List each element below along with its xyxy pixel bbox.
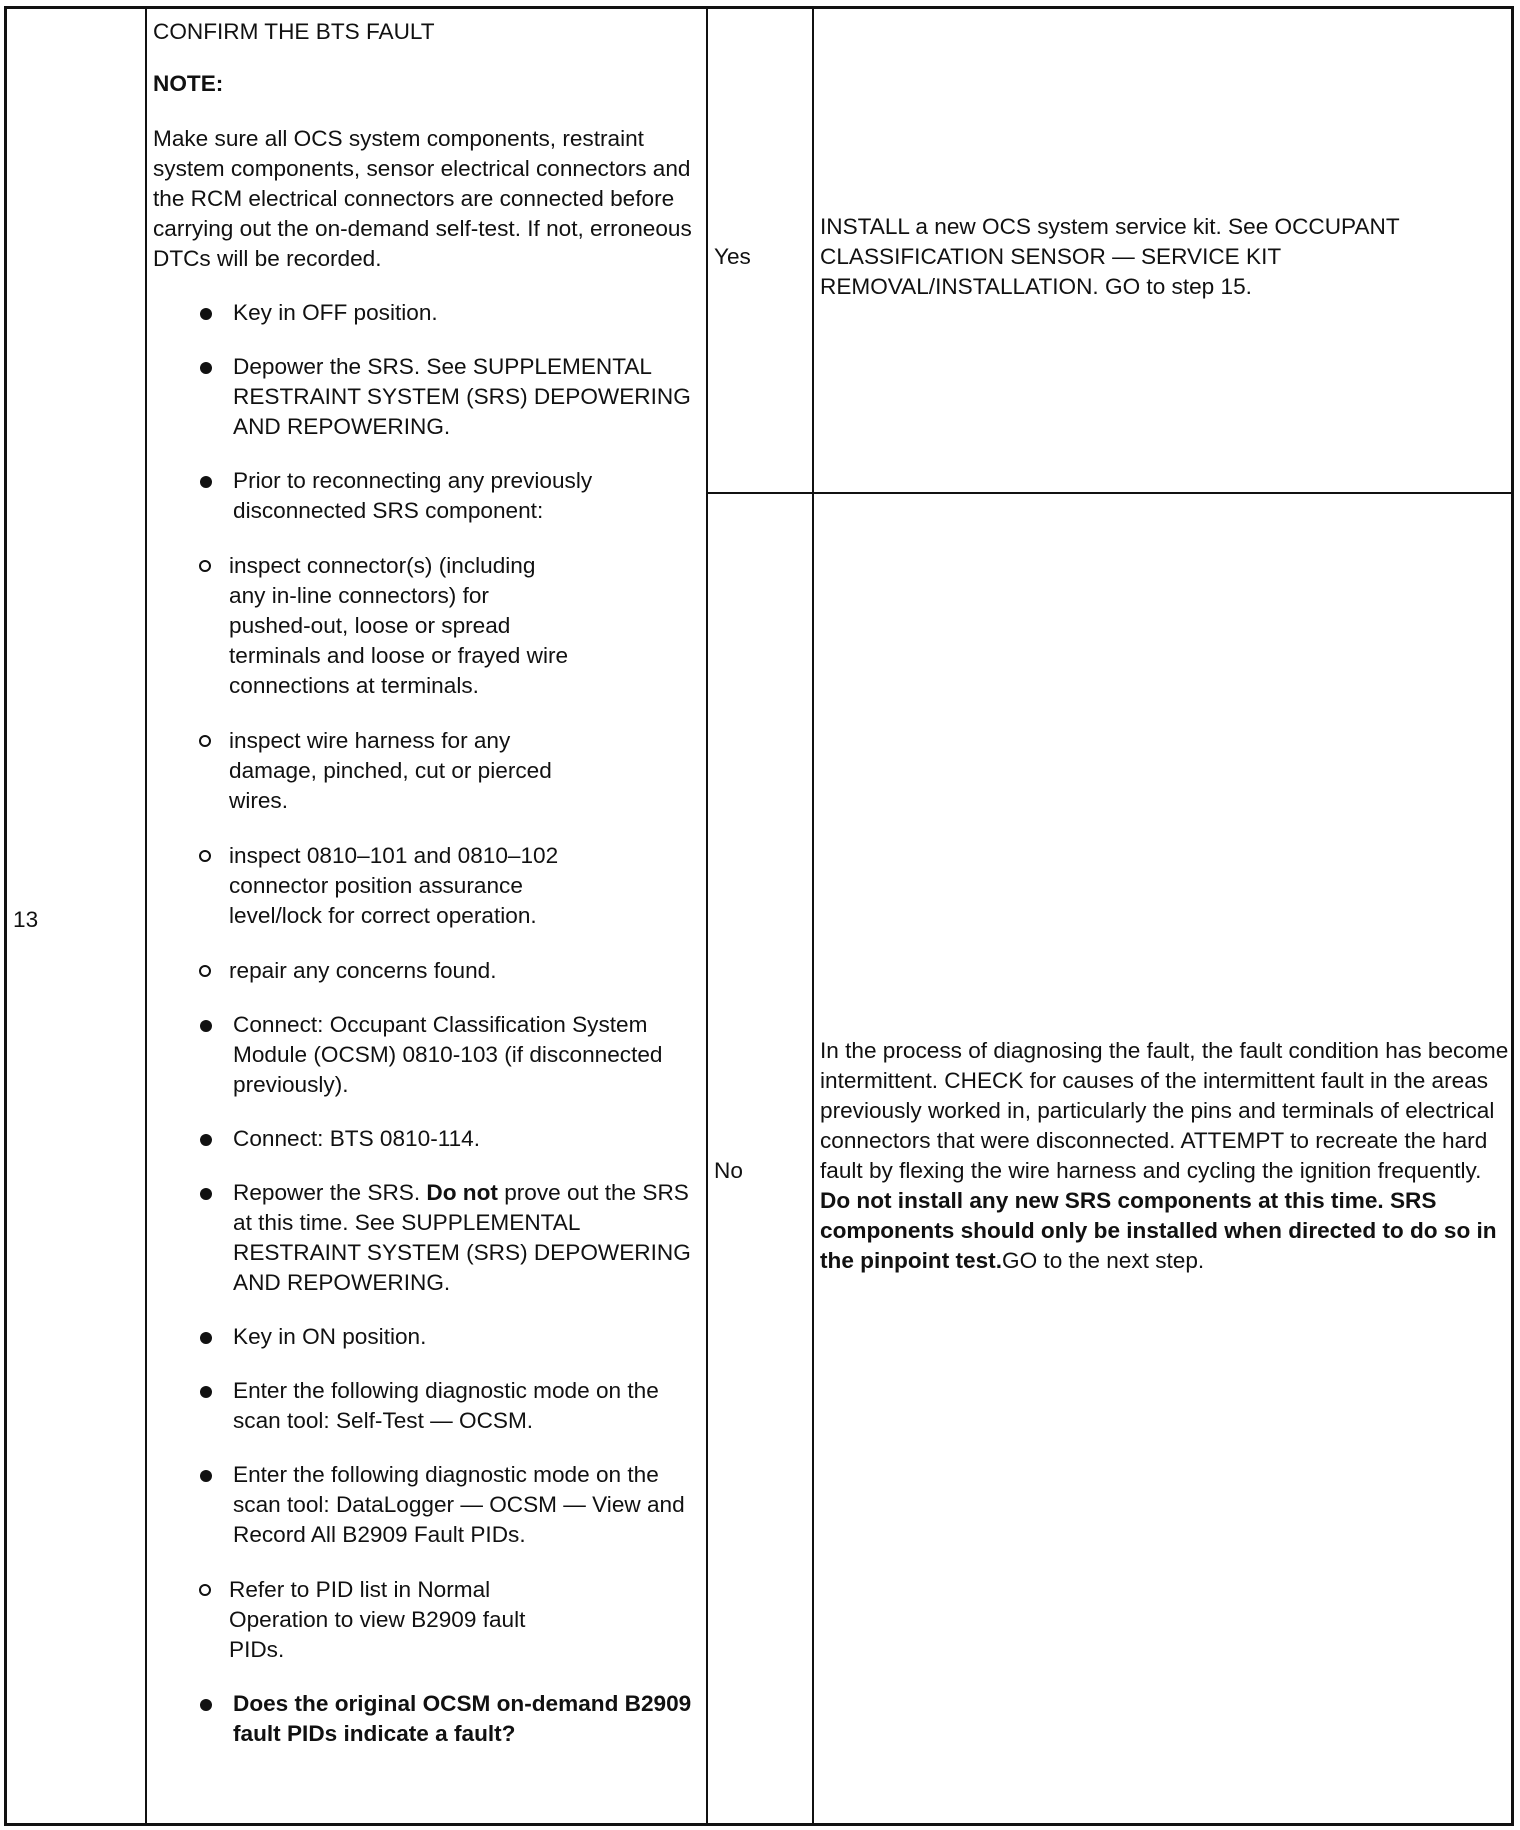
step-number-cell (13, 905, 133, 935)
list-item: Connect: Occupant Classification System Module (OCSM) 0810-103 (if disconnected previously). (153, 1010, 693, 1100)
sub-list-item: inspect connector(s) (including any in-line connectors) for pushed-out, loose or spread terminals and loose or frayed wire connections at terminals. (153, 551, 569, 701)
list-item: Key in OFF position. (153, 298, 693, 328)
sub-list (153, 551, 693, 986)
row-divider-yes-no (706, 492, 1511, 494)
list-item: Prior to reconnecting any previously disconnected SRS component: inspect connector(s) (including any in-line connectors) for pushed-out, loose or spread terminals and loose or frayed wire connections at terminals. inspect wire harness for any damage, pinched, cut or pierced wires. inspect 0810–101 and 0810–102 connector position assurance level/lock for correct operation. repair any concerns found. (153, 466, 693, 986)
column-divider-step (145, 9, 147, 1823)
no-action: In the process of diagnosing the fault, the fault condition has become intermittent. CHECK for causes of the intermittent fault in the areas previously worked in, particularly the pins and terminals of electrical connectors that were disconnected. ATTEMPT to recreate the hard fault by flexing the wire harness and cycling the ignition frequently. Do not install any new SRS components at this time. SRS components should only be installed when directed to do so in the pinpoint test.GO to the next step. (820, 1038, 1509, 1273)
yes-label: Yes (714, 244, 751, 269)
no-label-cell (714, 1156, 804, 1186)
yes-label-cell (714, 242, 804, 272)
pinpoint-test-table (4, 6, 1514, 1826)
sub-list-item: Refer to PID list in Normal Operation to view B2909 fault PIDs. (153, 1575, 569, 1665)
step-number: 13 (13, 907, 39, 932)
no-action-cell (820, 1036, 1510, 1276)
list-item: Connect: BTS 0810-114. (153, 1124, 693, 1154)
sub-list-item: repair any concerns found. (153, 956, 569, 986)
column-divider-result (812, 9, 814, 1823)
test-question: Does the original OCSM on-demand B2909 fault PIDs indicate a fault? (153, 1689, 693, 1749)
note-text: Make sure all OCS system components, restraint system components, sensor electrical connectors and the RCM electrical connectors are connected before carrying out the on-demand self-test. If not, erroneous DTCs will be recorded. (153, 126, 692, 271)
list-item: Key in ON position. (153, 1322, 693, 1352)
list-item: Repower the SRS. Do not prove out the SRS at this time. See SUPPLEMENTAL RESTRAINT SYSTEM (SRS) DEPOWERING AND REPOWERING. (153, 1178, 693, 1298)
yes-action-cell (820, 212, 1510, 302)
instruction-list (153, 298, 703, 1749)
list-item: Enter the following diagnostic mode on the scan tool: Self-Test — OCSM. (153, 1376, 693, 1436)
test-instructions-cell (153, 14, 703, 1749)
column-divider-test (706, 9, 708, 1823)
test-title: CONFIRM THE BTS FAULT (153, 19, 435, 44)
list-item: Depower the SRS. See SUPPLEMENTAL RESTRAINT SYSTEM (SRS) DEPOWERING AND REPOWERING. (153, 352, 693, 442)
yes-action: INSTALL a new OCS system service kit. See OCCUPANT CLASSIFICATION SENSOR — SERVICE KIT REMOVAL/INSTALLATION. GO to step 15. (820, 214, 1400, 299)
sub-list-item: inspect wire harness for any damage, pinched, cut or pierced wires. (153, 726, 569, 816)
no-label: No (714, 1158, 743, 1183)
list-item: Enter the following diagnostic mode on the scan tool: DataLogger — OCSM — View and Record All B2909 Fault PIDs. Refer to PID list in Normal Operation to view B2909 fault PIDs. (153, 1460, 693, 1665)
sub-list-item: inspect 0810–101 and 0810–102 connector position assurance level/lock for correct operation. (153, 841, 569, 931)
note-label: NOTE: (153, 71, 224, 96)
sub-list (153, 1575, 693, 1665)
